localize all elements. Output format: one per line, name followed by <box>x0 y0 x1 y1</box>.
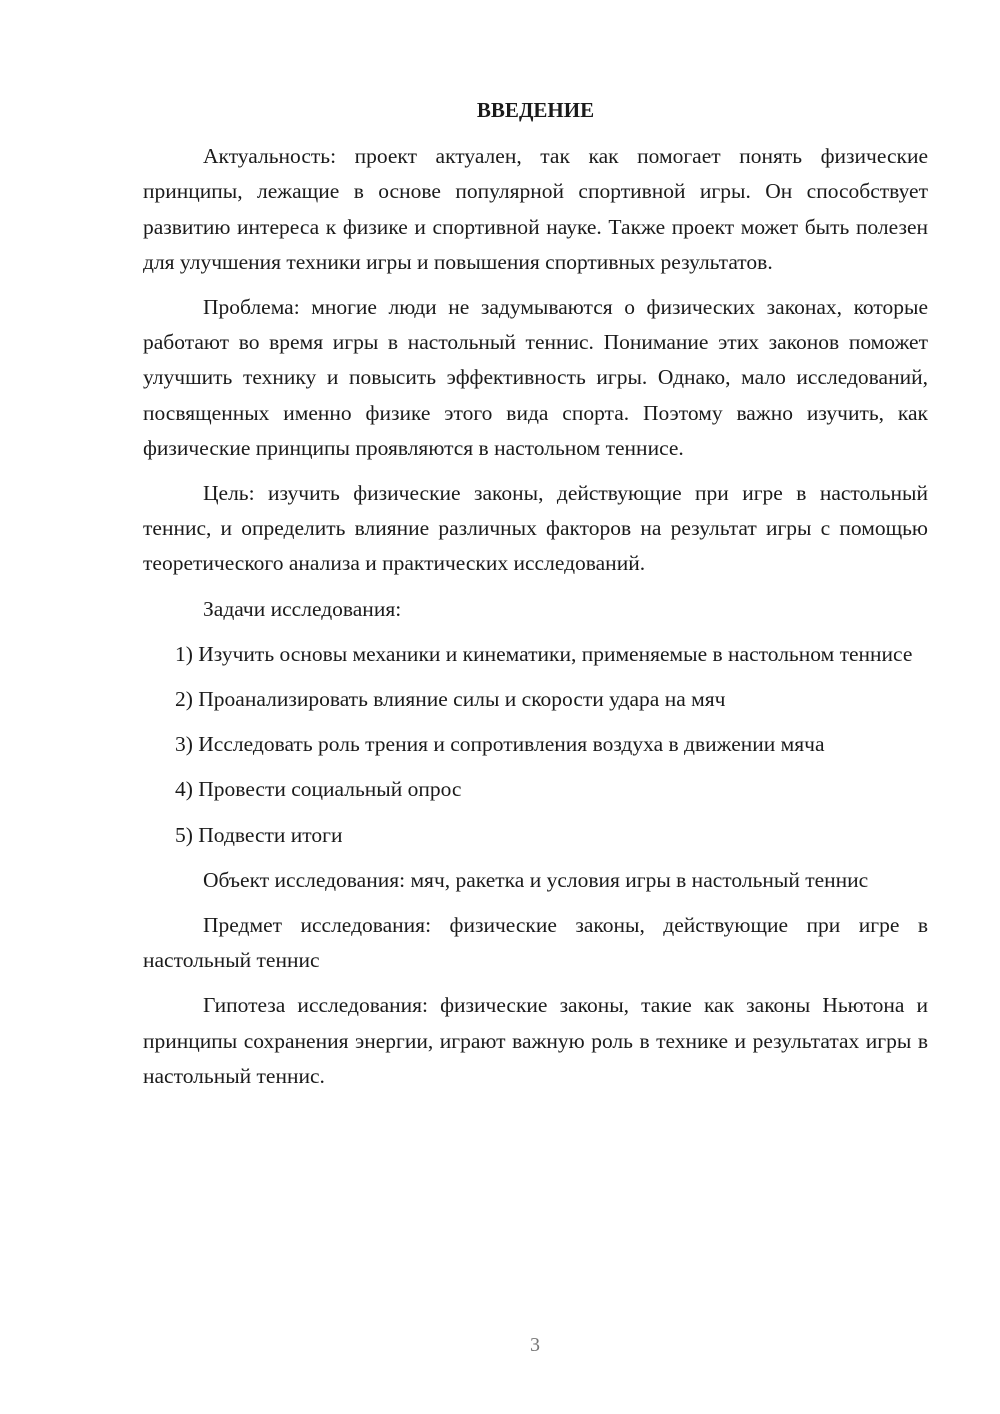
task-item-5: 5) Подвести итоги <box>175 822 343 847</box>
task-item-4: 4) Провести социальный опрос <box>175 777 462 802</box>
relevance-paragraph: Актуальность: проект актуален, так как помогает понять физические принципы, лежащие в основе популярной спортивной игры. Он способствует развитию интереса к физике и спортивной науке. Также проект может быть полезен для улучшения техники игры и повышения спортивных результатов. <box>143 144 928 274</box>
task-item-3: 3) Исследовать роль трения и сопротивления воздуха в движении мяча <box>175 732 825 757</box>
subject-paragraph: Предмет исследования: физические законы, действующие при игре в настольный теннис <box>143 913 928 973</box>
object-paragraph: Объект исследования: мяч, ракетка и условия игры в настольный теннис <box>203 867 869 892</box>
hypothesis-paragraph: Гипотеза исследования: физические законы, такие как законы Ньютона и принципы сохранения энергии, играют важную роль в технике и результатах игры в настольный теннис. <box>143 993 928 1088</box>
goal-paragraph: Цель: изучить физические законы, действующие при игре в настольный теннис, и определить влияние различных факторов на результат игры с помощью теоретического анализа и практических исследований. <box>143 481 928 576</box>
tasks-heading: Задачи исследования: <box>203 596 402 621</box>
page-content <box>143 93 928 1104</box>
task-item-1: 1) Изучить основы механики и кинематики, применяемые в настольном теннисе <box>175 641 913 666</box>
page-title: ВВЕДЕНИЕ <box>476 98 595 122</box>
problem-paragraph: Проблема: многие люди не задумываются о физических законах, которые работают во время игры в настольный теннис. Понимание этих законов поможет улучшить технику и повысить эффективность игры. Однако, мало исследований, посвященных именно физике этого вида спорта. Поэтому важно изучить, как физические принципы проявляются в настольном теннисе. <box>143 295 928 460</box>
tasks-list <box>143 637 928 853</box>
page-number: 3 <box>530 1334 540 1356</box>
task-item-2: 2) Проанализировать влияние силы и скорости удара на мяч <box>175 687 726 712</box>
